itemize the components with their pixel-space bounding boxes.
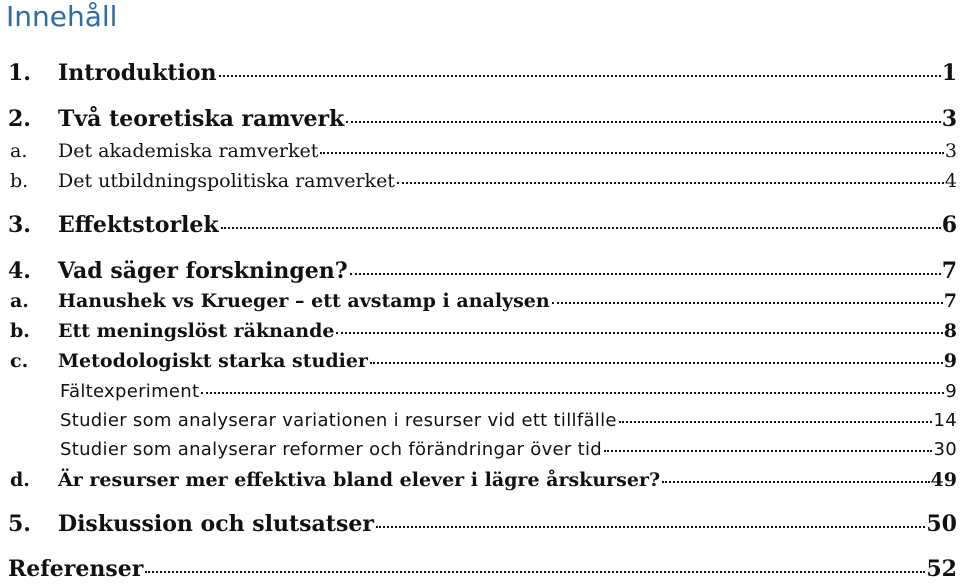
toc-entry-label: Studier som analyserar variationen i resurser vid ett tillfälle	[60, 410, 617, 431]
toc-entry-label: Effektstorlek	[58, 212, 219, 238]
toc-entry-number: b.	[10, 170, 29, 192]
toc-entry-number: 4.	[8, 258, 31, 284]
toc-entry-label: Två teoretiska ramverk	[58, 106, 345, 132]
toc-entry-number: a.	[10, 140, 28, 162]
toc-entry-page: 3	[941, 106, 957, 132]
toc-entry-page: 9	[943, 350, 957, 372]
toc-entry-page: 52	[926, 556, 957, 582]
toc-entry-page: 14	[933, 410, 957, 431]
toc-entry-page: 3	[944, 140, 957, 162]
dot-leader	[350, 273, 941, 275]
dot-leader	[320, 152, 944, 154]
dot-leader	[370, 362, 943, 364]
toc-entry-label: Referenser	[8, 556, 144, 582]
toc-entry-faltexperiment[interactable]	[60, 381, 957, 402]
toc-entry-vad-sager-forskningen[interactable]	[8, 258, 957, 284]
toc-entry-diskussion-och-slutsatser[interactable]	[8, 511, 957, 537]
toc-entry-page: 9	[945, 381, 957, 402]
dot-leader	[552, 302, 943, 304]
toc-entry-page: 4	[944, 170, 957, 192]
dot-leader	[662, 481, 929, 483]
toc-entry-number: b.	[10, 320, 30, 342]
dot-leader	[221, 227, 941, 229]
toc-entry-label: Studier som analyserar reformer och förändringar över tid	[60, 439, 603, 460]
toc-entry-ett-meningslost-raknande[interactable]	[10, 320, 957, 342]
toc-entry-page: 1	[941, 60, 957, 86]
dot-leader	[201, 392, 944, 394]
dot-leader	[145, 571, 925, 573]
toc-entry-ar-resurser-mer-effektiva[interactable]	[10, 469, 957, 491]
toc-entry-page: 50	[926, 511, 957, 537]
dot-leader	[604, 450, 932, 452]
toc-entry-page: 6	[941, 212, 957, 238]
toc-entry-label: Vad säger forskningen?	[58, 258, 348, 284]
toc-entry-page: 8	[943, 320, 957, 342]
toc-entry-number: c.	[10, 350, 29, 372]
dot-leader	[376, 526, 925, 528]
dot-leader	[336, 332, 942, 334]
toc-entry-number: 5.	[8, 511, 31, 537]
toc-entry-number: d.	[10, 469, 30, 491]
dot-leader	[619, 421, 933, 423]
toc-entry-label: Diskussion och slutsatser	[58, 511, 374, 537]
toc-entry-det-akademiska-ramverket[interactable]	[10, 140, 957, 162]
dot-leader	[346, 121, 940, 123]
toc-entry-number: 1.	[8, 60, 31, 86]
toc-entry-label: Metodologiskt starka studier	[58, 350, 368, 372]
toc-entry-page: 30	[933, 439, 957, 460]
toc-entry-label: Fältexperiment	[60, 381, 200, 402]
toc-entry-label: Hanushek vs Krueger – ett avstamp i analysen	[58, 290, 550, 312]
toc-entry-det-utbildningspolitiska-ramverket[interactable]	[10, 170, 957, 192]
toc-entry-referenser[interactable]	[8, 556, 957, 582]
toc-entry-introduktion[interactable]	[8, 60, 957, 86]
dot-leader	[397, 182, 944, 184]
toc-entry-label: Ett meningslöst räknande	[58, 320, 335, 342]
dot-leader	[219, 75, 941, 77]
toc-entry-tva-teoretiska-ramverk[interactable]	[8, 106, 957, 132]
toc-entry-number: 3.	[8, 212, 31, 238]
toc-entry-label: Är resurser mer effektiva bland elever i lägre årskurser?	[58, 469, 661, 491]
toc-entry-studier-reformer-och-forandringar[interactable]	[60, 439, 957, 460]
toc-entry-hanushek-vs-krueger[interactable]	[10, 290, 957, 312]
toc-entry-label: Det utbildningspolitiska ramverket	[58, 170, 395, 192]
toc-entry-page: 7	[941, 258, 957, 284]
toc-title: Innehåll	[6, 0, 118, 33]
toc-entry-metodologiskt-starka-studier[interactable]	[10, 350, 957, 372]
toc-entry-effektstorlek[interactable]	[8, 212, 957, 238]
toc-entry-label: Det akademiska ramverket	[58, 140, 319, 162]
toc-entry-page: 49	[930, 469, 957, 491]
toc-entry-number: 2.	[8, 106, 31, 132]
toc-entry-label: Introduktion	[58, 60, 217, 86]
toc-entry-number: a.	[10, 290, 29, 312]
toc-entry-studier-variationen-i-resurser[interactable]	[60, 410, 957, 431]
toc-entry-page: 7	[943, 290, 957, 312]
